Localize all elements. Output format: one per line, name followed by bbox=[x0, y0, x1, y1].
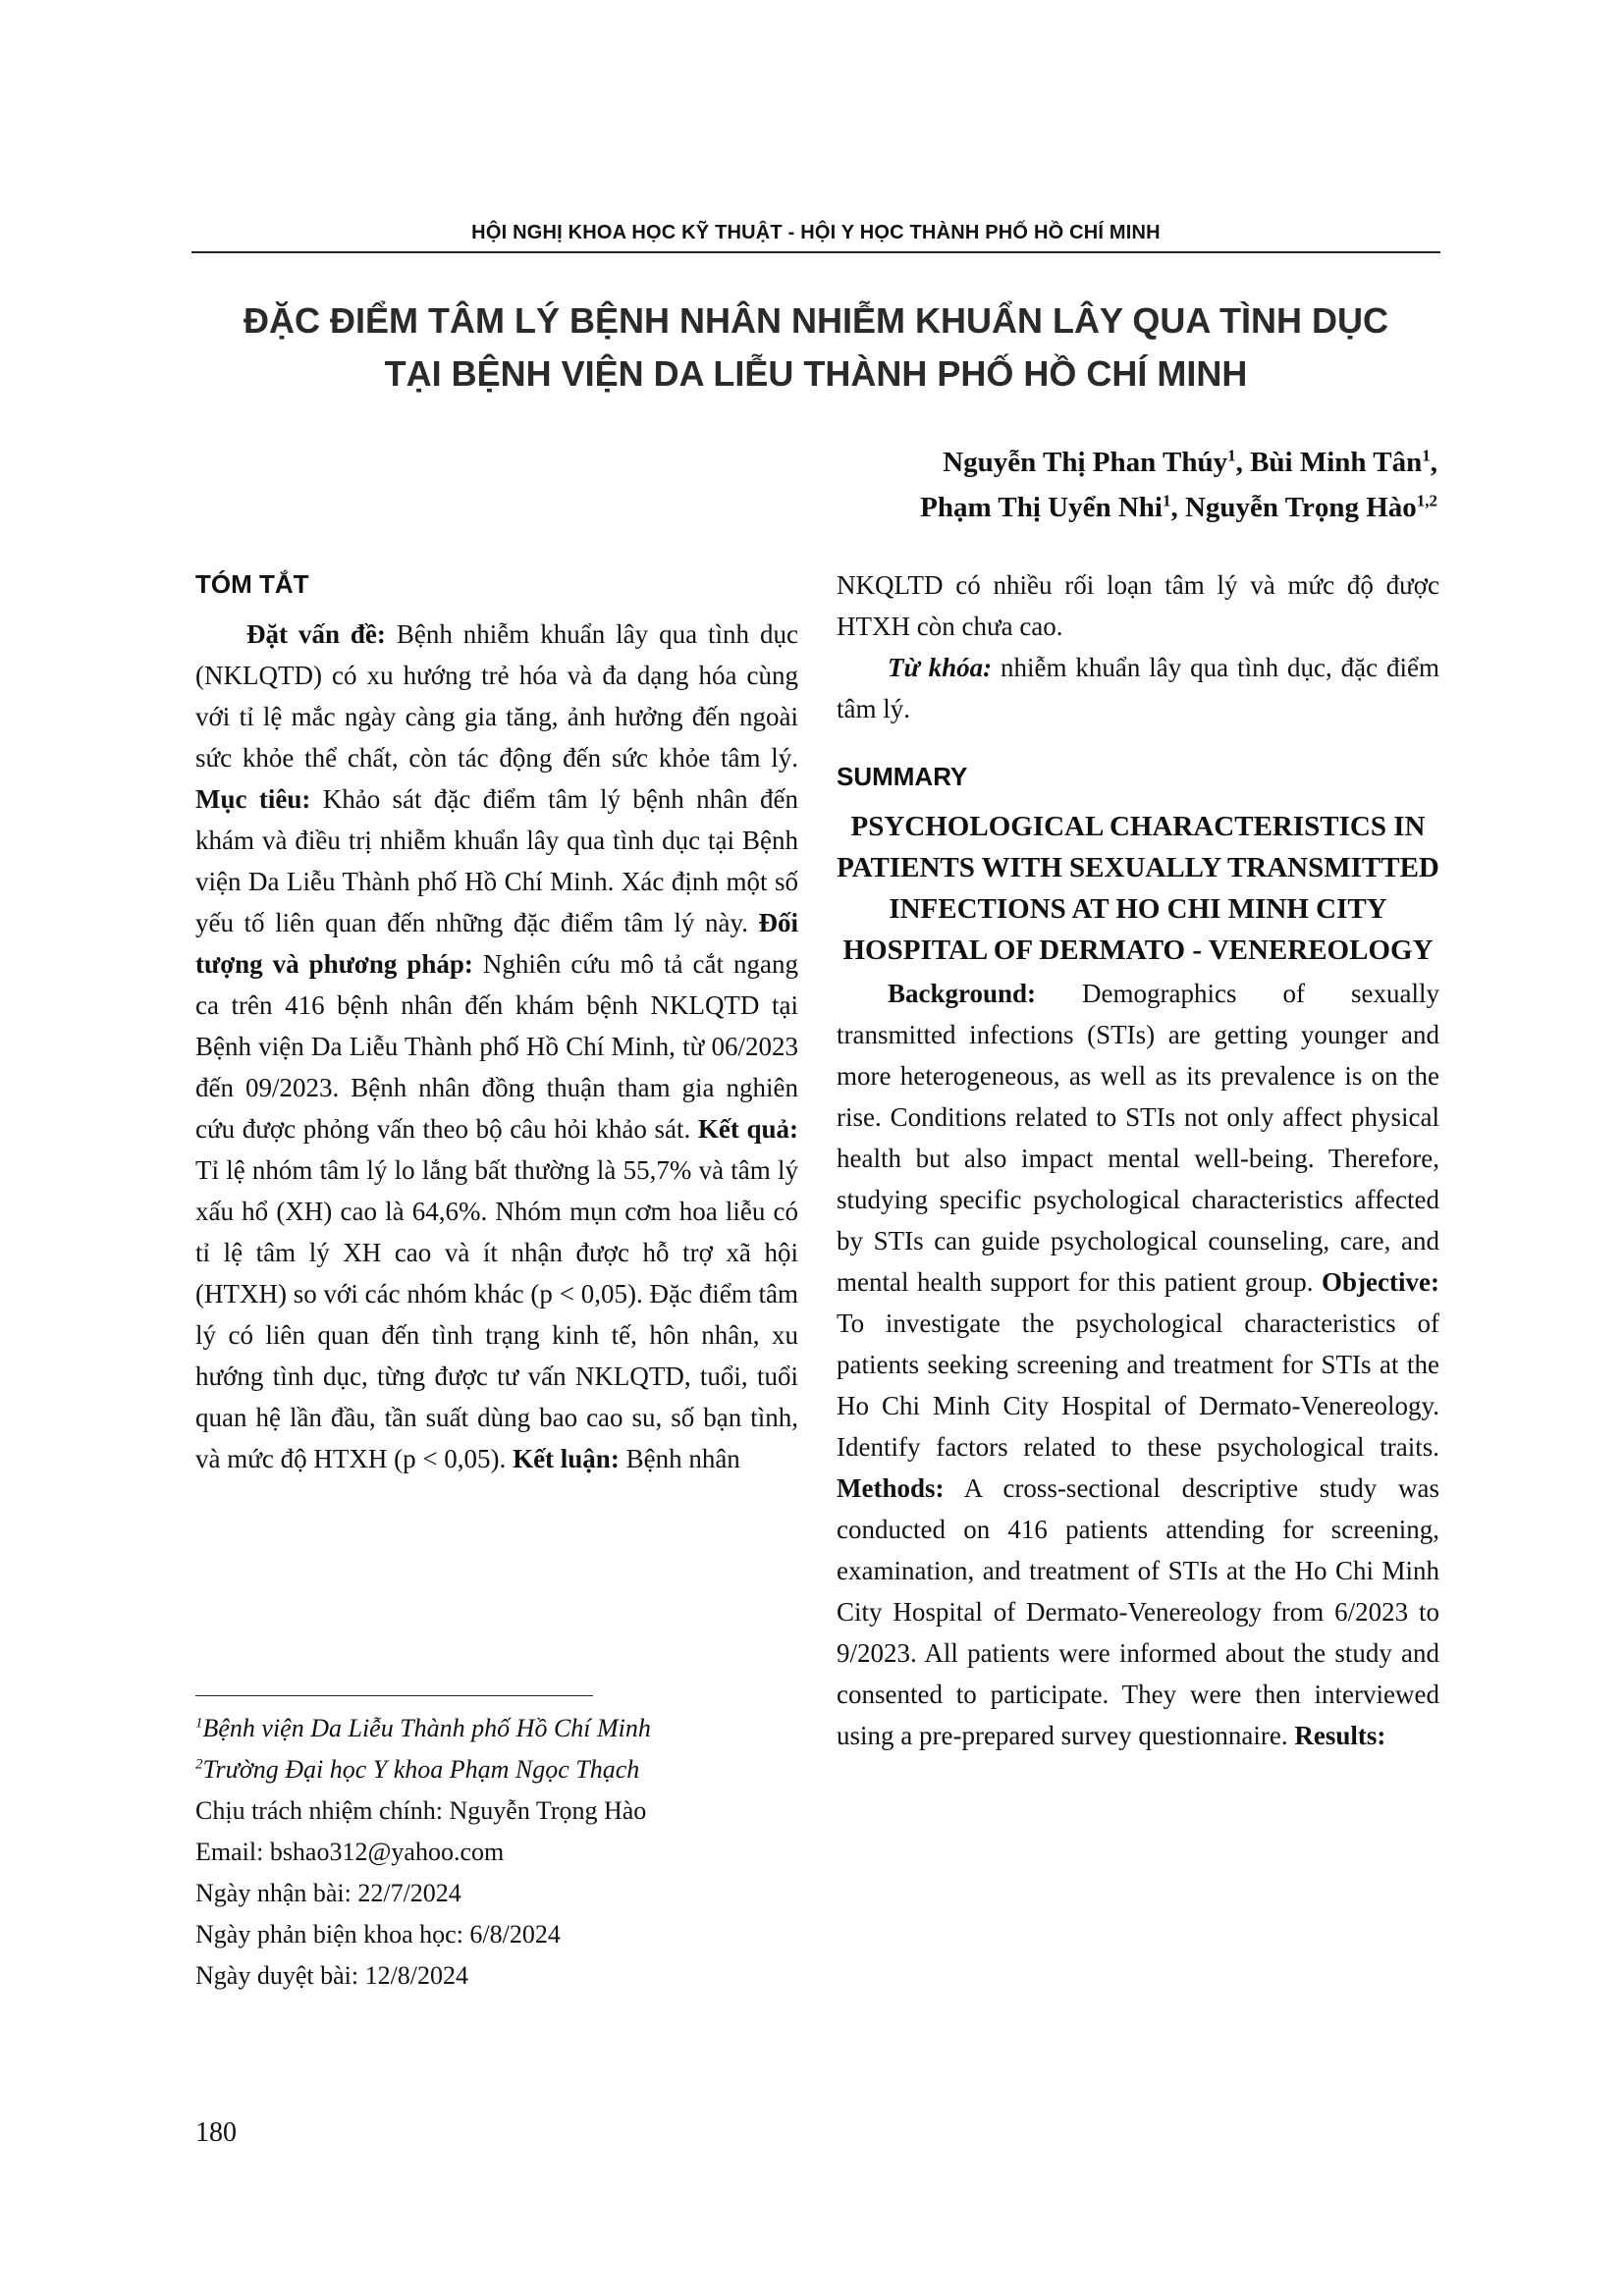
results-text: Tỉ lệ nhóm tâm lý lo lắng bất thường là 55,7% và tâm lý xấu hổ (XH) cao là 64,6%. Nhóm mụn cơm hoa liễu có tỉ lệ tâm lý XH cao và ít nhận được hỗ trợ xã hội (HTXH) so với các nhóm khác (p < 0,05). Đặc điểm tâm lý có liên quan đến tình trạng kinh tế, hôn nhân, xu hướng tình dục, từng được tư vấn NKLQTD, tuổi, tuổi quan hệ lần đầu, tần suất dùng bao cao su, số bạn tình, và mức độ HTXH (p < 0,05). bbox=[195, 1155, 798, 1473]
footnote-rule bbox=[195, 1695, 593, 1696]
summary-background-label: Background: bbox=[888, 979, 1037, 1008]
affiliation-text: Trường Đại học Y khoa Phạm Ngọc Thạch bbox=[202, 1755, 640, 1784]
summary-objective-label: Objective: bbox=[1322, 1267, 1439, 1297]
keywords-text: nhiễm khuẩn lây qua tình dục, đặc điểm tâm lý. bbox=[837, 653, 1439, 723]
date-accepted: Ngày duyệt bài: 12/8/2024 bbox=[195, 1961, 469, 1990]
keywords bbox=[837, 647, 1439, 729]
email: Email: bshao312@yahoo.com bbox=[195, 1838, 505, 1866]
summary-results-label: Results: bbox=[1294, 1721, 1386, 1750]
affiliation-mark: 1,2 bbox=[1416, 491, 1437, 510]
abstract-heading: TÓM TẮT bbox=[195, 569, 309, 599]
author-line-1: Nguyễn Thị Phan Thúy$^1$, Bùi Minh Tân$^1$, bbox=[943, 446, 1437, 478]
author-list bbox=[920, 440, 1437, 530]
objective-label: Mục tiêu: bbox=[195, 784, 311, 814]
background-text: Bệnh nhiễm khuẩn lây qua tình dục (NKLQTD) có xu hướng trẻ hóa và đa dạng hóa cùng với tỉ lệ mắc ngày càng gia tăng, ảnh hưởng đến ngoài sức khỏe thể chất, còn tác động đến sức khỏe tâm lý. bbox=[195, 619, 798, 773]
author-name: Nguyễn Thị Phan Thúy bbox=[943, 447, 1228, 478]
affiliation-mark: 2 bbox=[195, 1756, 203, 1773]
affiliation-1 bbox=[195, 1708, 804, 1749]
summary-background-text: Demographics of sexually transmitted infections (STIs) are getting younger and more heterogeneous, as well as its prevalence is on the rise. Conditions related to STIs not only affect physical health but also impact mental well-being. Therefore, studying specific psychological characteristics affected by STIs can guide psychological counseling, care, and mental health support for this patient group. bbox=[837, 979, 1439, 1297]
affiliation-mark: 1 bbox=[1422, 446, 1431, 465]
affiliation-mark: 1 bbox=[195, 1715, 203, 1732]
author-name: Nguyễn Trọng Hào bbox=[1184, 492, 1417, 523]
title-line-2: TẠI BỆNH VIỆN DA LIỄU THÀNH PHỐ HỒ CHÍ MINH bbox=[384, 353, 1248, 394]
date-reviewed: Ngày phản biện khoa học: 6/8/2024 bbox=[195, 1920, 561, 1949]
results-label: Kết quả: bbox=[697, 1114, 798, 1144]
author-line-2: Phạm Thị Uyển Nhi$^1$, Nguyễn Trọng Hào$^{1,2}$ bbox=[920, 491, 1437, 523]
conclusion-label: Kết luận: bbox=[513, 1444, 620, 1473]
summary-objective-text: To investigate the psychological characteristics of patients seeking screening and treatment for STIs at the Ho Chi Minh City Hospital of Dermato-Venereology. Identify factors related to these psychological traits. bbox=[837, 1308, 1439, 1462]
summary-methods-text: A cross-sectional descriptive study was conducted on 416 patients attending for screening, examination, and treatment of STIs at the Ho Chi Minh City Hospital of Dermato-Venereology from 6/2023 to 9/2023. All patients were informed about the study and consented to participate. They were then interviewed using a pre-prepared survey questionnaire. bbox=[837, 1473, 1439, 1750]
affiliation-text: Bệnh viện Da Liễu Thành phố Hồ Chí Minh bbox=[202, 1714, 651, 1742]
summary-paragraph bbox=[837, 973, 1439, 1756]
keywords-label: Từ khóa: bbox=[888, 653, 993, 682]
background-label: Đặt vấn đề: bbox=[246, 619, 386, 649]
left-column bbox=[195, 564, 798, 1479]
date-received: Ngày nhận bài: 22/7/2024 bbox=[195, 1879, 461, 1907]
corresponding-author: Chịu trách nhiệm chính: Nguyễn Trọng Hào bbox=[195, 1796, 647, 1825]
footnotes bbox=[195, 1708, 804, 1997]
affiliation-mark: 1 bbox=[1162, 491, 1171, 510]
author-name: Bùi Minh Tân bbox=[1250, 447, 1423, 478]
summary-title: PSYCHOLOGICAL CHARACTERISTICS IN PATIENTS WITH SEXUALLY TRANSMITTED INFECTIONS AT HO CHI MINH CITY HOSPITAL OF DERMATO - VENEREOLOGY bbox=[837, 811, 1439, 966]
summary-heading: SUMMARY bbox=[837, 762, 968, 791]
article-title bbox=[191, 294, 1440, 400]
affiliation-2 bbox=[195, 1749, 804, 1790]
conclusion-text: Bệnh nhân bbox=[619, 1444, 740, 1473]
methods-label: Đối tượng và phương pháp: bbox=[195, 908, 798, 979]
conclusion-continued: NKQLTD có nhiều rối loạn tâm lý và mức độ được HTXH còn chưa cao. bbox=[837, 570, 1439, 641]
author-name: Phạm Thị Uyển Nhi bbox=[920, 492, 1163, 523]
affiliation-mark: 1 bbox=[1227, 446, 1236, 465]
right-column bbox=[837, 564, 1439, 1756]
abstract-paragraph bbox=[195, 614, 798, 1479]
page-number: 180 bbox=[195, 2117, 237, 2148]
header-rule bbox=[191, 251, 1440, 253]
summary-methods-label: Methods: bbox=[837, 1473, 945, 1503]
methods-text: Nghiên cứu mô tả cắt ngang ca trên 416 bệnh nhân đến khám bệnh NKLQTD tại Bệnh viện Da Liễu Thành phố Hồ Chí Minh, từ 06/2023 đến 09/2023. Bệnh nhân đồng thuận tham gia nghiên cứu được phỏng vấn theo bộ câu hỏi khảo sát. bbox=[195, 949, 798, 1144]
objective-text: Khảo sát đặc điểm tâm lý bệnh nhân đến khám và điều trị nhiễm khuẩn lây qua tình dục tại Bệnh viện Da Liễu Thành phố Hồ Chí Minh. Xác định một số yếu tố liên quan đến những đặc điểm tâm lý này. bbox=[195, 784, 799, 937]
running-head: HỘI NGHỊ KHOA HỌC KỸ THUẬT - HỘI Y HỌC THÀNH PHỐ HỒ CHÍ MINH bbox=[471, 222, 1161, 243]
title-line-1: ĐẶC ĐIỂM TÂM LÝ BỆNH NHÂN NHIỄM KHUẨN LÂY QUA TÌNH DỤC bbox=[244, 300, 1388, 341]
